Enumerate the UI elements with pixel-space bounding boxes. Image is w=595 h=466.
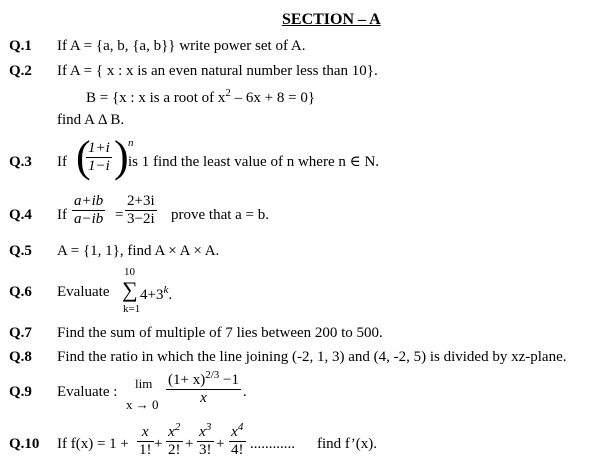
question-number-2: Q.2 xyxy=(9,63,32,79)
series-term-2: $\frac{x^2}{2!}$ xyxy=(168,421,181,458)
question-number-5: Q.5 xyxy=(9,243,32,259)
question-text-5: A = {1, 1}, find A × A × A. xyxy=(57,243,220,259)
question-text-2-line1: If A = { x : x is an even natural number less than 10}. xyxy=(57,63,378,79)
question-4-equals: = xyxy=(115,207,124,223)
question-text-8: Find the ratio in which the line joining (-2, 1, 3) and (4, -2, 5) is divided by xz-plane. xyxy=(57,349,567,365)
sum-lower-limit: k=1 xyxy=(123,303,141,315)
question-4-fraction-1: $\frac{a+ib}{a-ib}$ xyxy=(74,193,104,227)
question-6-label: Evaluate xyxy=(57,284,110,300)
question-number-3: Q.3 xyxy=(9,154,32,170)
plus-3: + xyxy=(216,436,225,452)
question-4-if: If xyxy=(57,207,67,223)
question-10-prefix: If f(x) = 1 + xyxy=(57,436,129,452)
series-term-1: $\frac{x}{1!}$ xyxy=(139,424,152,458)
limit-subscript: x → 0 xyxy=(126,397,159,412)
question-text-7: Find the sum of multiple of 7 lies between 200 to 500. xyxy=(57,325,383,341)
plus-2: + xyxy=(185,436,194,452)
question-text-4: prove that a = b. xyxy=(171,207,270,223)
limit-tail: . xyxy=(243,384,247,400)
question-10-suffix: find f’(x). xyxy=(317,436,377,452)
question-9-label: Evaluate : xyxy=(57,384,118,400)
question-number-7: Q.7 xyxy=(9,325,32,341)
question-3-fraction: $\frac{1+i}{1-i}$ xyxy=(88,140,110,174)
question-number-6: Q.6 xyxy=(9,284,32,300)
question-text-1: If A = {a, b, {a, b}} write power set of A. xyxy=(57,38,306,54)
question-text-2-line3: find A Δ B. xyxy=(57,112,125,128)
sigma-symbol: ∑ xyxy=(122,277,138,302)
right-paren: ) xyxy=(114,132,129,181)
series-term-3: $\frac{x^3}{3!}$ xyxy=(199,421,212,458)
question-text-2-line2: B = {x : x is a root of $x^2 - 6x + 8 = 0$} xyxy=(86,87,316,106)
question-number-9: Q.9 xyxy=(9,384,32,400)
series-dots: ............ xyxy=(250,436,295,452)
limit-fraction: $\frac{(1+ x)^{2/3} -1}{x}$ xyxy=(168,369,239,406)
question-4-fraction-2: $\frac{2+3i}{3-2i}$ xyxy=(127,193,155,227)
question-number-10: Q.10 xyxy=(9,436,40,452)
left-paren: ( xyxy=(76,132,91,181)
sum-expression: $4+3^k$. xyxy=(140,284,173,303)
question-number-1: Q.1 xyxy=(9,38,32,54)
question-3-exponent: n xyxy=(128,137,134,149)
sum-upper-limit: 10 xyxy=(124,266,135,278)
question-3-if: If xyxy=(57,154,67,170)
section-title: SECTION – A xyxy=(282,11,381,28)
question-number-4: Q.4 xyxy=(9,207,32,223)
plus-1: + xyxy=(154,436,163,452)
question-text-3: is 1 find the least value of n where n ∈ N. xyxy=(128,154,380,170)
question-number-8: Q.8 xyxy=(9,349,32,365)
limit-word: lim xyxy=(135,376,153,391)
series-term-4: $\frac{x^4}{4!}$ xyxy=(231,421,244,458)
